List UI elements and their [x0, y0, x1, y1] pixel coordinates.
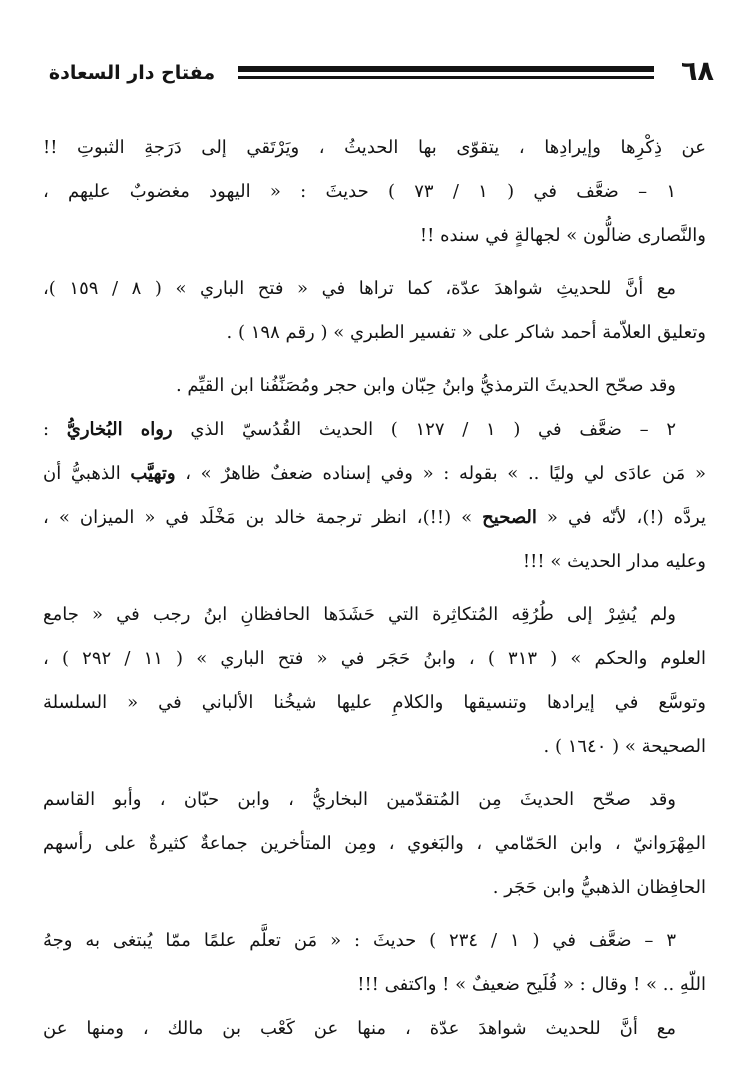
- page-header: [34, 56, 714, 96]
- running-book-title: مفتاح دار السعادة: [48, 62, 216, 84]
- text-line: والنَّصارى ضالُّون » لجهالةٍ في سنده !!: [419, 225, 706, 246]
- text-line: يردَّه (!)، لأنّه في « الصحيح » (!!)، انظر ترجمة خالد بن مَخْلَد في « الميزان » ،: [43, 507, 706, 528]
- text-line: المِهْرَوانيّ ، وابن الحَمّامي ، والبَغوي ، ومِن المتأخرين جماعةٌ كثيرةٌ على رأسهم: [43, 833, 706, 854]
- text-line: مع أنَّ للحديث شواهدَ عدّة ، منها عن كَعْب بن مالك ، ومنها عن: [43, 1018, 676, 1039]
- text-line: ١ – ضعَّف في ( ١ / ٧٣ ) حديثَ : « اليهود مغضوبٌ عليهم ،: [43, 181, 676, 202]
- text-line: ٢ – ضعَّف في ( ١ / ١٢٧ ) الحديث القُدُسيّ الذي رواه البُخاريُّ :: [43, 419, 677, 440]
- text-line: وعليه مدار الحديث » !!!: [522, 551, 706, 572]
- page-number: ٦٨: [681, 56, 714, 87]
- text-line: مع أنَّ للحديثِ شواهدَ عدّة، كما تراها في « فتح الباري » ( ٨ / ١٥٩ )،: [43, 278, 676, 299]
- text-line: وقد صحّح الحديثَ مِن المُتقدّمين البخاريُّ ، وابن حبّان ، وأبو القاسم: [43, 789, 676, 810]
- emphasis-text: رواه البُخاريُّ: [66, 419, 173, 440]
- body-text: [43, 126, 706, 1051]
- text-line: العلوم والحكم » ( ٣١٣ ) ، وابنُ حَجَر في « فتح الباري » ( ١١ / ٢٩٢ ) ،: [43, 648, 706, 669]
- text-line: وقد صحّح الحديثَ الترمذيُّ وابنُ حِبّان وابن حجر ومُصَنِّفُنا ابن القيِّم .: [175, 375, 676, 396]
- emphasis-text: وتهيَّب: [130, 463, 176, 484]
- header-rule: [238, 66, 654, 79]
- text-line: عن ذِكْرِها وإيرادِها ، يتقوّى بها الحديثُ ، ويَرْتَقي إلى دَرَجةِ الثبوتِ !!: [43, 137, 706, 158]
- text-line: الحافِظان الذهبيُّ وابن حَجَر .: [492, 877, 706, 898]
- text-line: « مَن عادَى لي وليًا .. » بقوله : « وفي إسناده ضعفٌ ظاهرٌ » ، وتهيَّب الذهبيُّ أن: [43, 463, 706, 484]
- emphasis-text: الصحيح: [482, 507, 537, 528]
- text-line: وتعليق العلاّمة أحمد شاكر على « تفسير الطبري » ( رقم ١٩٨ ) .: [226, 322, 706, 343]
- text-line: ٣ – ضعَّف في ( ١ / ٢٣٤ ) حديثَ : « مَن تعلَّم علمًا ممّا يُبتغى به وجهُ: [43, 930, 677, 951]
- text-line: وتوسَّع في إيرادها وتنسيقها والكلامِ عليها شيخُنا الألباني في « السلسلة: [43, 692, 706, 713]
- text-line: الصحيحة » ( ١٦٤٠ ) .: [543, 736, 706, 757]
- text-line: اللّهِ .. » ! وقال : « فُلَيح ضعيفٌ » ! واكتفى !!!: [357, 974, 706, 995]
- text-line: ولم يُشِرْ إلى طُرُقِه المُتكاثِرة التي حَشَدَها الحافظانِ ابنُ رجب في « جامع: [43, 604, 676, 625]
